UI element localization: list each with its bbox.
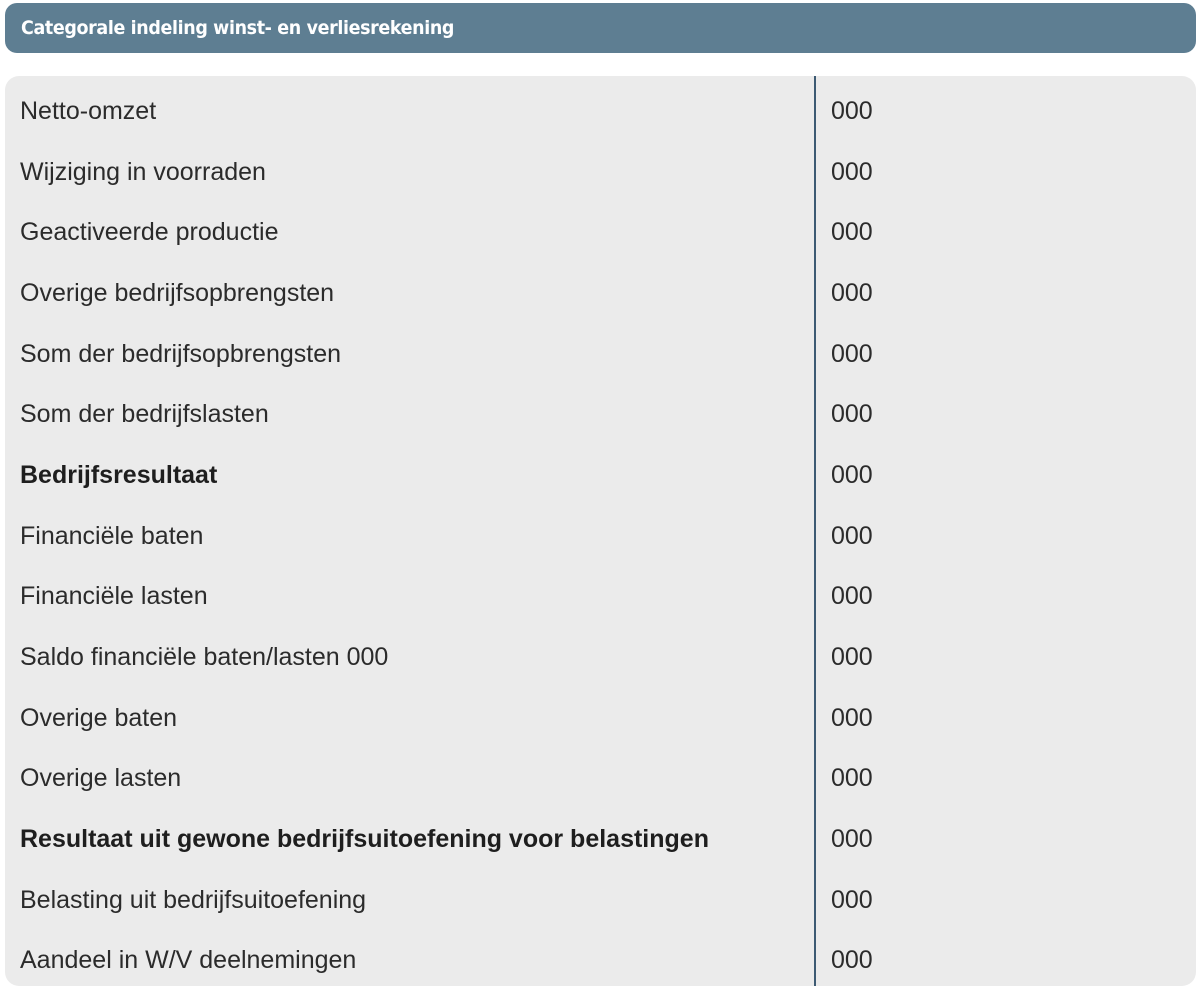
row-value: 000 [831,97,873,125]
row-label: Geactiveerde productie [20,218,279,246]
row-value: 000 [831,461,873,489]
row-value: 000 [831,946,873,974]
row-label: Netto-omzet [20,97,157,125]
row-label: Overige bedrijfsopbrengsten [20,279,335,307]
row-value: 000 [831,825,873,853]
table-row [5,688,1196,748]
table-row [5,263,1196,323]
row-value: 000 [831,764,873,792]
row-value: 000 [831,279,873,307]
table-row [5,142,1196,202]
table-row [5,384,1196,444]
table-header-bar [5,3,1196,53]
table-row [5,81,1196,141]
row-label: Resultaat uit gewone bedrijfsuitoefening voor belastingen [20,825,709,853]
row-label: Financiële baten [20,522,204,550]
table-row [5,748,1196,808]
row-value: 000 [831,704,873,732]
row-value: 000 [831,340,873,368]
row-label: Overige baten [20,704,178,732]
table-row [5,445,1196,505]
row-label: Saldo financiële baten/lasten 000 [20,643,389,671]
table-row [5,809,1196,869]
row-label: Aandeel in W/V deelnemingen [20,946,357,974]
row-value: 000 [831,158,873,186]
row-label: Bedrijfsresultaat [20,461,218,489]
table-row [5,930,1196,986]
table-row [5,324,1196,384]
row-label: Belasting uit bedrijfsuitoefening [20,886,367,914]
table-row [5,202,1196,262]
row-label: Financiële lasten [20,582,208,610]
row-label: Wijziging in voorraden [20,158,266,186]
row-value: 000 [831,400,873,428]
row-value: 000 [831,643,873,671]
row-value: 000 [831,522,873,550]
table-row [5,506,1196,566]
table-row [5,870,1196,930]
row-value: 000 [831,886,873,914]
row-label: Som der bedrijfsopbrengsten [20,340,342,368]
row-value: 000 [831,582,873,610]
table-title: Categorale indeling winst- en verliesrekening [21,17,455,39]
row-value: 000 [831,218,873,246]
income-statement-table [5,76,1196,986]
row-label: Overige lasten [20,764,182,792]
table-row [5,627,1196,687]
row-label: Som der bedrijfslasten [20,400,269,428]
table-row [5,566,1196,626]
